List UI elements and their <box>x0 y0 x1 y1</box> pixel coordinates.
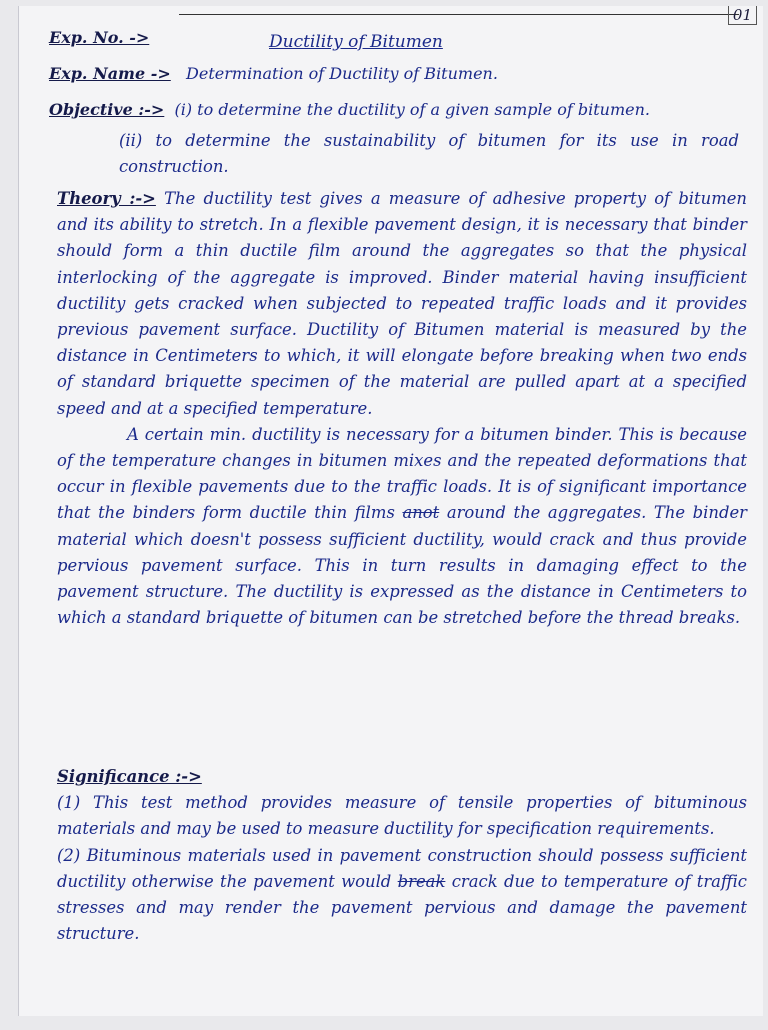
significance-label: Significance :-> <box>57 767 202 786</box>
theory-para-2a: A certain min. ductility is necessary for a bitumen binder. This is because of the temperature changes in bitumen mixes and the repeated deformations that occur in flexible pavements due to the traffic loads. It is of significant importance that the binders form ductile thin films <box>57 424 747 523</box>
objective-label: Objective :-> <box>49 100 165 119</box>
theory-block <box>57 186 747 631</box>
struck-word: break <box>397 871 446 891</box>
objective-row <box>49 100 650 119</box>
page-number: 01 <box>728 6 757 25</box>
theory-label: Theory :-> <box>57 189 156 208</box>
significance-block <box>57 764 747 947</box>
page-title: Ductility of Bitumen <box>269 32 443 52</box>
objective-item-2-block <box>119 128 739 180</box>
objective-item-2: (ii) to determine the sustainability of bitumen for its use in road construction. <box>119 131 739 177</box>
notebook-page <box>18 6 763 1016</box>
top-rule <box>179 6 739 15</box>
significance-item-1: (1) This test method provides measure of tensile properties of bituminous materials and may be used to measure ductility for specification requirements. <box>57 793 747 839</box>
exp-name-text: Determination of Ductility of Bitumen. <box>186 64 498 83</box>
theory-para-1: The ductility test gives a measure of adhesive property of bitumen and its ability to stretch. In a flexible pavement design, it is necessary that binder should form a thin ductile film around the aggregates so that the physical interlocking of the aggregate is improved. Binder material having insufficient ductility gets cracked when subjected to repeated traffic loads and it provides previous pavement surface. Ductility of Bitumen material is measured by the distance in Centimeters to which, it will elongate before breaking when two ends of standard briquette specimen of the material are pulled apart at a specified speed and at a specified temperature. <box>57 189 747 418</box>
struck-word: anot <box>402 503 440 523</box>
exp-name-row <box>49 64 498 83</box>
significance-item-2a: (2) Bituminous materials used in pavement construction should possess sufficient ductility otherwise the pavement would <box>57 845 747 891</box>
objective-item-1: (i) to determine the ductility of a given sample of bitumen. <box>174 100 650 119</box>
significance-item-2b: crack due to temperature of traffic stresses and may render the pavement pervious and damage the pavement structure. <box>57 871 747 944</box>
exp-no-label: Exp. No. -> <box>49 28 150 47</box>
exp-name-label: Exp. Name -> <box>49 64 171 83</box>
theory-para-2b: around the aggregates. The binder material which doesn't possess sufficient ductility, would crack and thus provide pervious pavement surface. This in turn results in damaging effect to the pavement structure. The ductility is expressed as the distance in Centimeters to which a standard briquette of bitumen can be stretched before the thread breaks. <box>57 503 747 628</box>
exp-no-row <box>49 28 149 47</box>
